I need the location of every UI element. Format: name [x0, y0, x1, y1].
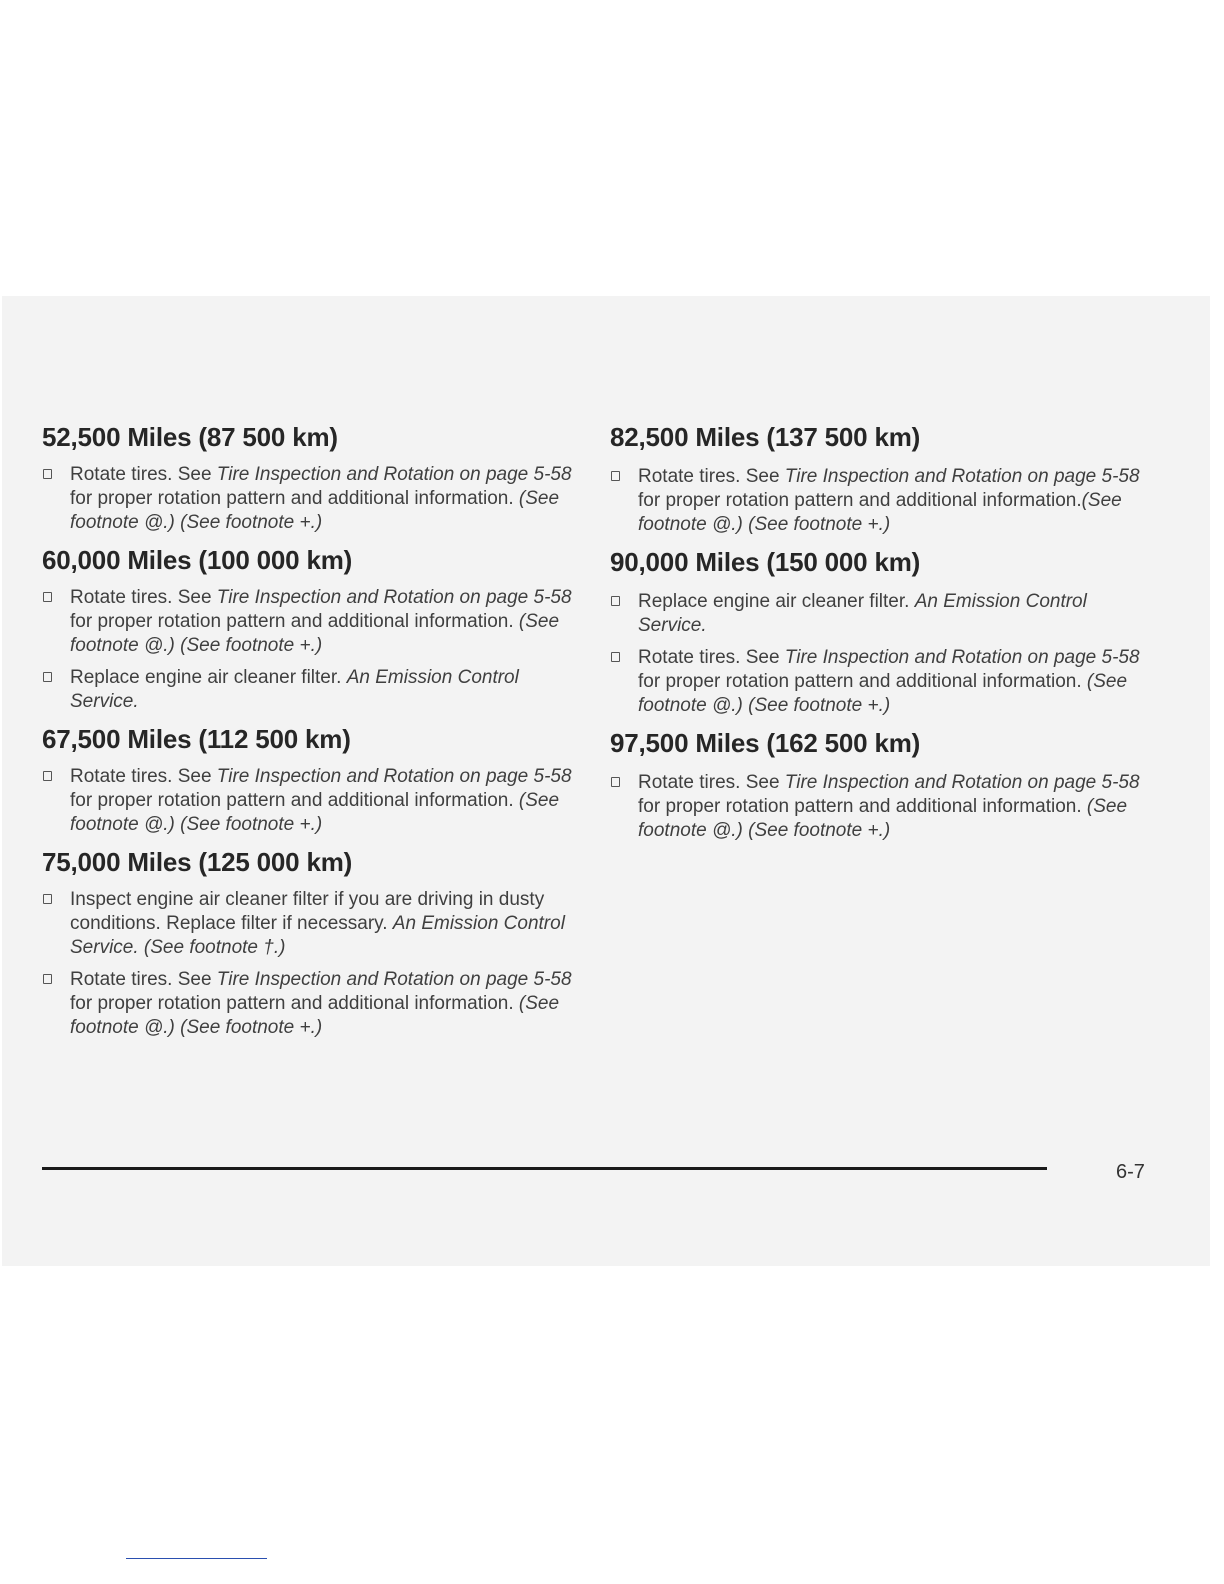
maintenance-list: [42, 765, 577, 837]
checkbox-icon: [611, 596, 620, 606]
section-heading: 60,000 Miles (100 000 km): [42, 545, 353, 575]
section-heading: 67,500 Miles (112 500 km): [42, 724, 351, 754]
checkbox-icon: [43, 592, 52, 602]
section-heading: 90,000 Miles (150 000 km): [610, 547, 921, 577]
maintenance-section: [42, 722, 577, 837]
maintenance-list: [42, 888, 577, 1040]
checkbox-icon: [611, 471, 620, 481]
maintenance-section: [42, 420, 577, 535]
maintenance-list: [42, 586, 577, 714]
maintenance-section: [610, 726, 1140, 843]
maintenance-list: [610, 465, 1140, 537]
list-item: Inspect engine air cleaner filter if you are driving in dusty conditions. Replace filter if necessary. An Emission Control Service. (See footnote †.): [42, 888, 577, 960]
list-item: Rotate tires. See Tire Inspection and Rotation on page 5-58 for proper rotation pattern and additional information. (See footnote @.) (See footnote +.): [610, 646, 1140, 718]
list-item: Rotate tires. See Tire Inspection and Rotation on page 5-58 for proper rotation pattern and additional information.(See footnote @.) (See footnote +.): [610, 465, 1140, 537]
list-item: Rotate tires. See Tire Inspection and Rotation on page 5-58 for proper rotation pattern and additional information. (See footnote @.) (See footnote +.): [610, 771, 1140, 843]
checkbox-icon: [611, 652, 620, 662]
section-heading: 52,500 Miles (87 500 km): [42, 422, 338, 452]
maintenance-section: [42, 845, 577, 1040]
section-heading: 82,500 Miles (137 500 km): [610, 422, 921, 452]
checkbox-icon: [43, 469, 52, 479]
list-item: Rotate tires. See Tire Inspection and Rotation on page 5-58 for proper rotation pattern and additional information. (See footnote @.) (See footnote +.): [42, 463, 577, 535]
list-item: Rotate tires. See Tire Inspection and Rotation on page 5-58 for proper rotation pattern and additional information. (See footnote @.) (See footnote +.): [42, 968, 577, 1040]
maintenance-section: [610, 545, 1140, 718]
right-column: [610, 420, 1140, 851]
list-item: Replace engine air cleaner filter. An Emission Control Service.: [610, 590, 1140, 638]
maintenance-list: [42, 463, 577, 535]
page-number: 6-7: [1116, 1161, 1145, 1183]
checkbox-icon: [43, 974, 52, 984]
maintenance-section: [610, 420, 1140, 537]
footer-rule: [42, 1167, 1047, 1170]
list-item: Rotate tires. See Tire Inspection and Rotation on page 5-58 for proper rotation pattern and additional information. (See footnote @.) (See footnote +.): [42, 586, 577, 658]
maintenance-section: [42, 543, 577, 714]
bottom-link-underline: [126, 1558, 267, 1559]
checkbox-icon: [611, 777, 620, 787]
left-column: [42, 420, 577, 1048]
checkbox-icon: [43, 771, 52, 781]
list-item: Replace engine air cleaner filter. An Emission Control Service.: [42, 666, 577, 714]
list-item: Rotate tires. See Tire Inspection and Rotation on page 5-58 for proper rotation pattern and additional information. (See footnote @.) (See footnote +.): [42, 765, 577, 837]
maintenance-list: [610, 590, 1140, 718]
section-heading: 75,000 Miles (125 000 km): [42, 847, 353, 877]
maintenance-list: [610, 771, 1140, 843]
section-heading: 97,500 Miles (162 500 km): [610, 728, 921, 758]
checkbox-icon: [43, 894, 52, 904]
checkbox-icon: [43, 672, 52, 682]
